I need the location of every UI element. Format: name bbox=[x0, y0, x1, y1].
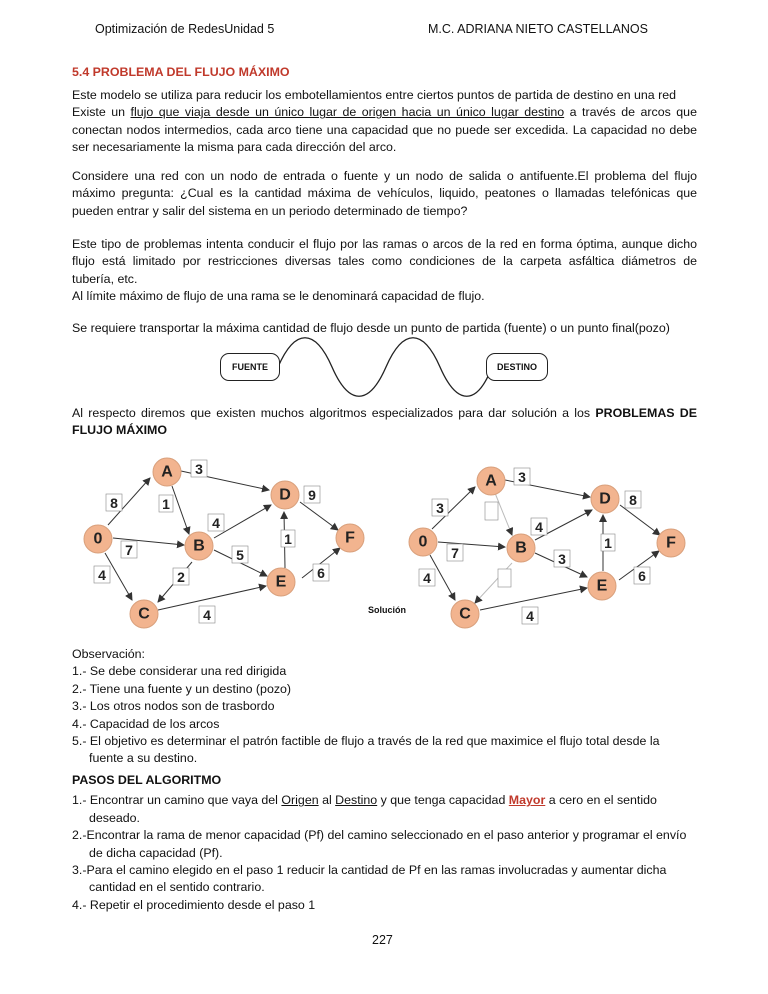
svg-text:F: F bbox=[666, 534, 676, 552]
svg-text:0: 0 bbox=[93, 530, 103, 548]
observation-item-2: 2.- Tiene una fuente y un destino (pozo) bbox=[72, 681, 292, 696]
step-1-origen: Origen bbox=[281, 793, 319, 808]
node-F bbox=[336, 524, 364, 552]
svg-text:D: D bbox=[279, 486, 291, 504]
edge-D-F bbox=[620, 505, 660, 535]
svg-text:F: F bbox=[345, 529, 355, 547]
node-E bbox=[588, 572, 616, 600]
node-C bbox=[130, 600, 158, 628]
svg-text:D: D bbox=[599, 490, 611, 508]
svg-text:E: E bbox=[275, 573, 287, 591]
step-1-al: al bbox=[322, 793, 332, 808]
p1-line-1: Este modelo se utiliza para reducir los embotellamientos entre ciertos puntos de partida de destino en una red bbox=[72, 88, 677, 102]
edge-A-B bbox=[172, 486, 189, 534]
svg-text:B: B bbox=[515, 539, 527, 557]
p1-line-3: conectan nodos intermedios, cada arco tiene una capacidad que no puede ser excedida. La capacidad no debe bbox=[72, 122, 697, 137]
p3-line-3: tubería, etc. bbox=[72, 271, 138, 286]
weight-C-E: 4 bbox=[526, 608, 534, 624]
observation-item-3: 3.- Los otros nodos son de trasbordo bbox=[72, 699, 275, 714]
step-2: 2.-Encontrar la rama de menor capacidad (Pf) del camino seleccionado en el paso anterior y programar el envío bbox=[72, 828, 687, 843]
step-1 bbox=[72, 792, 697, 809]
weight-A-B: 1 bbox=[162, 496, 170, 512]
observation-title: Observación: bbox=[72, 647, 146, 661]
solution-label: Solución bbox=[368, 605, 406, 615]
edge-D-F bbox=[300, 502, 338, 530]
p5-line-2: FLUJO MÁXIMO bbox=[72, 423, 167, 438]
node-0 bbox=[84, 525, 112, 553]
paragraph-5 bbox=[72, 405, 697, 440]
node-E bbox=[267, 568, 295, 596]
network-graph-right bbox=[405, 455, 695, 633]
step-1-text-a: 1.- Encontrar un camino que vaya del bbox=[72, 793, 278, 808]
node-D bbox=[591, 485, 619, 513]
weight-0-A: 8 bbox=[110, 495, 118, 511]
observation-item-1: 1.- Se debe considerar una red dirigida bbox=[72, 664, 287, 679]
weight-B-E: 3 bbox=[558, 551, 566, 567]
weight-0-B: 7 bbox=[125, 542, 133, 558]
network-graph-left bbox=[80, 450, 370, 636]
node-D bbox=[271, 481, 299, 509]
weight-D-F: 8 bbox=[629, 492, 637, 508]
p5-bold-1: PROBLEMAS DE bbox=[595, 406, 697, 420]
step-4: 4.- Repetir el procedimiento desde el paso 1 bbox=[72, 897, 316, 912]
step-1-mayor: Mayor bbox=[508, 793, 546, 808]
p1-line-2a: Existe un bbox=[72, 105, 126, 120]
observation-item-5: 5.- El objetivo es determinar el patrón factible de flujo a través de la red que maximice el flujo total desde la bbox=[72, 734, 660, 749]
p3-line-1: Este tipo de problemas intenta conducir el flujo por las ramas o arcos de la red en forma óptima, aunque dicho bbox=[72, 237, 697, 251]
node-C bbox=[451, 600, 479, 628]
p1-line-4: ser necesariamente la misma para cada dirección del arco. bbox=[72, 140, 397, 155]
svg-text:E: E bbox=[596, 577, 608, 595]
p2-line-1: Considere una red con un nodo de entrada o fuente y un nodo de salida o antifuente.El problema del flujo bbox=[72, 169, 697, 183]
paragraph-1 bbox=[72, 87, 697, 157]
wave-path bbox=[278, 338, 492, 397]
weight-E-F: 6 bbox=[638, 568, 646, 584]
p3-line-2: flujo está limitado por restricciones diversas tales como condiciones de la carpeta asfáltica diámetros de bbox=[72, 254, 697, 269]
step-3: 3.-Para el camino elegido en el paso 1 reducir la cantidad de Pf en las ramas involucradas y aumentar dicha bbox=[72, 863, 667, 878]
weight-B-D: 4 bbox=[212, 515, 220, 531]
weight-A-D: 3 bbox=[518, 469, 526, 485]
weight-A-D: 3 bbox=[195, 461, 203, 477]
p1-line-2 bbox=[72, 104, 697, 121]
paragraph-2 bbox=[72, 168, 697, 220]
p5-text: Al respecto diremos que existen muchos algoritmos especializados para dar solución a los bbox=[72, 406, 591, 420]
weight-B-C: 2 bbox=[177, 569, 185, 585]
svg-text:0: 0 bbox=[418, 533, 428, 551]
header-left: Optimización de RedesUnidad 5 bbox=[95, 22, 275, 36]
p5-line-1 bbox=[72, 405, 697, 422]
paragraph-4: Se requiere transportar la máxima cantidad de flujo desde un punto de partida (fuente) o un punto final(pozo) bbox=[72, 321, 670, 335]
weight-B-D: 4 bbox=[535, 519, 543, 535]
svg-text:C: C bbox=[459, 605, 471, 623]
p1-line-2c: a través de arcos que bbox=[569, 105, 697, 120]
flow-wave bbox=[270, 334, 500, 400]
observation-item-5-cont: fuente a su destino. bbox=[89, 751, 198, 766]
p3-line-4: Al límite máximo de flujo de una rama se le denominará capacidad de flujo. bbox=[72, 289, 485, 304]
section-title: 5.4 PROBLEMA DEL FLUJO MÁXIMO bbox=[72, 65, 290, 79]
node-0 bbox=[409, 528, 437, 556]
page-number: 227 bbox=[372, 933, 393, 947]
node-A bbox=[153, 458, 181, 486]
weight-0-A: 3 bbox=[436, 500, 444, 516]
weight-C-E: 4 bbox=[203, 607, 211, 623]
node-A bbox=[477, 467, 505, 495]
weight-E-D: 1 bbox=[604, 535, 612, 551]
p1-underlined-phrase: flujo que viaja desde un único lugar de origen hacia un único lugar destino bbox=[130, 105, 565, 120]
weight-0-B: 7 bbox=[451, 545, 459, 561]
svg-text:A: A bbox=[485, 472, 497, 490]
step-3-cont: cantidad en el sentido contrario. bbox=[89, 880, 265, 895]
steps-title: PASOS DEL ALGORITMO bbox=[72, 773, 222, 787]
sink-box: DESTINO bbox=[486, 353, 548, 381]
p2-line-2: máximo pregunta: ¿Cual es la cantidad máxima de vehículos, liquido, peatones o llamadas telefónicas que bbox=[72, 186, 697, 201]
weight-D-F: 9 bbox=[308, 487, 316, 503]
node-B bbox=[185, 532, 213, 560]
p2-line-3: pueden entrar y salir del sistema en un periodo determinado de tiempo? bbox=[72, 203, 468, 218]
step-1-destino: Destino bbox=[335, 793, 378, 808]
svg-text:A: A bbox=[161, 463, 173, 481]
svg-text:C: C bbox=[138, 605, 150, 623]
step-1-text-c: a cero en el sentido bbox=[548, 793, 657, 808]
weight-B-E: 5 bbox=[236, 547, 244, 563]
weight-0-C: 4 bbox=[98, 567, 106, 583]
svg-text:B: B bbox=[193, 537, 205, 555]
weight-0-C: 4 bbox=[423, 570, 431, 586]
observation-section bbox=[72, 646, 697, 768]
weight-E-D: 1 bbox=[284, 531, 292, 547]
paragraph-3 bbox=[72, 236, 697, 306]
step-1-text-b: y que tenga capacidad bbox=[380, 793, 506, 808]
step-1-cont: deseado. bbox=[89, 810, 140, 825]
node-F bbox=[657, 529, 685, 557]
header-right: M.C. ADRIANA NIETO CASTELLANOS bbox=[428, 22, 648, 36]
source-box: FUENTE bbox=[220, 353, 280, 381]
step-2-cont: de dicha capacidad (Pf). bbox=[89, 845, 223, 860]
algorithm-steps bbox=[72, 772, 697, 914]
node-B bbox=[507, 534, 535, 562]
weight-E-F: 6 bbox=[317, 565, 325, 581]
observation-item-4: 4.- Capacidad de los arcos bbox=[72, 716, 220, 731]
